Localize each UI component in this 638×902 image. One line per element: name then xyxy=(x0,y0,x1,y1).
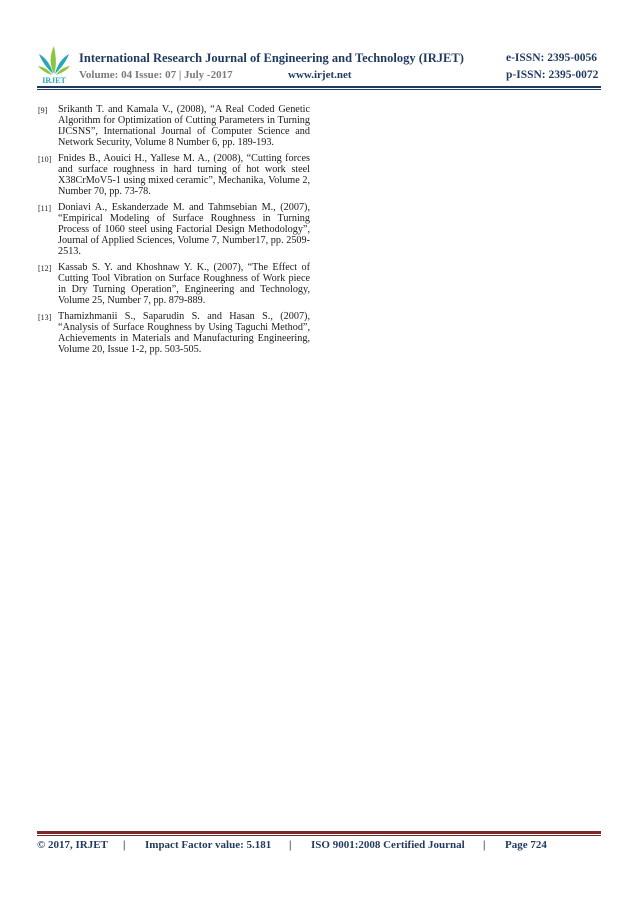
page-footer xyxy=(37,839,601,855)
footer-separator: | xyxy=(483,839,486,851)
reference-item xyxy=(38,202,310,257)
journal-title: International Research Journal of Engineering and Technology (IRJET) xyxy=(79,51,464,65)
header-divider xyxy=(37,86,601,88)
header-divider-thin xyxy=(37,89,601,90)
reference-text: Srikanth T. and Kamala V., (2008), “A Real Coded Genetic Algorithm for Optimization of Cutting Parameters in Turning IJCSNS”, International Journal of Computer Science and Network Security, Volume 8 Number 6, pp. 189-193. xyxy=(58,104,310,148)
footer-page-number: Page 724 xyxy=(505,839,547,851)
e-issn: e-ISSN: 2395-0056 xyxy=(506,52,598,64)
reference-item xyxy=(38,104,310,148)
reference-item xyxy=(38,153,310,197)
footer-impact-factor: Impact Factor value: 5.181 xyxy=(145,839,272,851)
footer-copyright: © 2017, IRJET xyxy=(37,839,108,851)
reference-item xyxy=(38,311,310,355)
reference-number: [11] xyxy=(38,204,52,213)
website-link[interactable]: www.irjet.net xyxy=(288,69,352,81)
reference-number: [13] xyxy=(38,313,52,322)
reference-text: Kassab S. Y. and Khoshnaw Y. K., (2007), “The Effect of Cutting Tool Vibration on Surface Roughness of Work piece in Dry Turning Operation”, Engineering and Technology, Volume 25, Number 7, pp. 879-889. xyxy=(58,262,310,306)
footer-divider-thin xyxy=(37,835,601,836)
logo-text: IRJET xyxy=(42,76,66,84)
reference-text: Thamizhmanii S., Saparudin S. and Hasan S., (2007), “Analysis of Surface Roughness by Using Taguchi Method”, Achievements in Materials and Manufacturing Engineering, Volume 20, Issue 1-2, pp. 503-505. xyxy=(58,311,310,355)
footer-iso: ISO 9001:2008 Certified Journal xyxy=(311,839,465,851)
reference-number: [12] xyxy=(38,264,52,273)
irjet-logo xyxy=(37,44,71,84)
reference-item xyxy=(38,262,310,306)
p-issn: p-ISSN: 2395-0072 xyxy=(506,69,599,81)
reference-text: Fnides B., Aouici H., Yallese M. A., (2008), “Cutting forces and surface roughness in hard turning of hot work steel X38CrMoV5-1 using mixed ceramic”, Mechanika, Volume 2, Number 70, pp. 73-78. xyxy=(58,153,310,197)
reference-list xyxy=(38,104,310,360)
footer-divider xyxy=(37,831,601,834)
footer-separator: | xyxy=(289,839,292,851)
footer-separator: | xyxy=(123,839,126,851)
reference-number: [9] xyxy=(38,106,48,115)
volume-issue: Volume: 04 Issue: 07 | July -2017 xyxy=(79,69,233,81)
reference-number: [10] xyxy=(38,155,52,164)
reference-text: Doniavi A., Eskanderzade M. and Tahmsebian M., (2007), “Empirical Modeling of Surface Roughness in Turning Process of 1060 steel using Factorial Design Methodology”, Journal of Applied Sciences, Volume 7, Number17, pp. 2509-2513. xyxy=(58,202,310,257)
irjet-logo-icon xyxy=(37,44,71,84)
